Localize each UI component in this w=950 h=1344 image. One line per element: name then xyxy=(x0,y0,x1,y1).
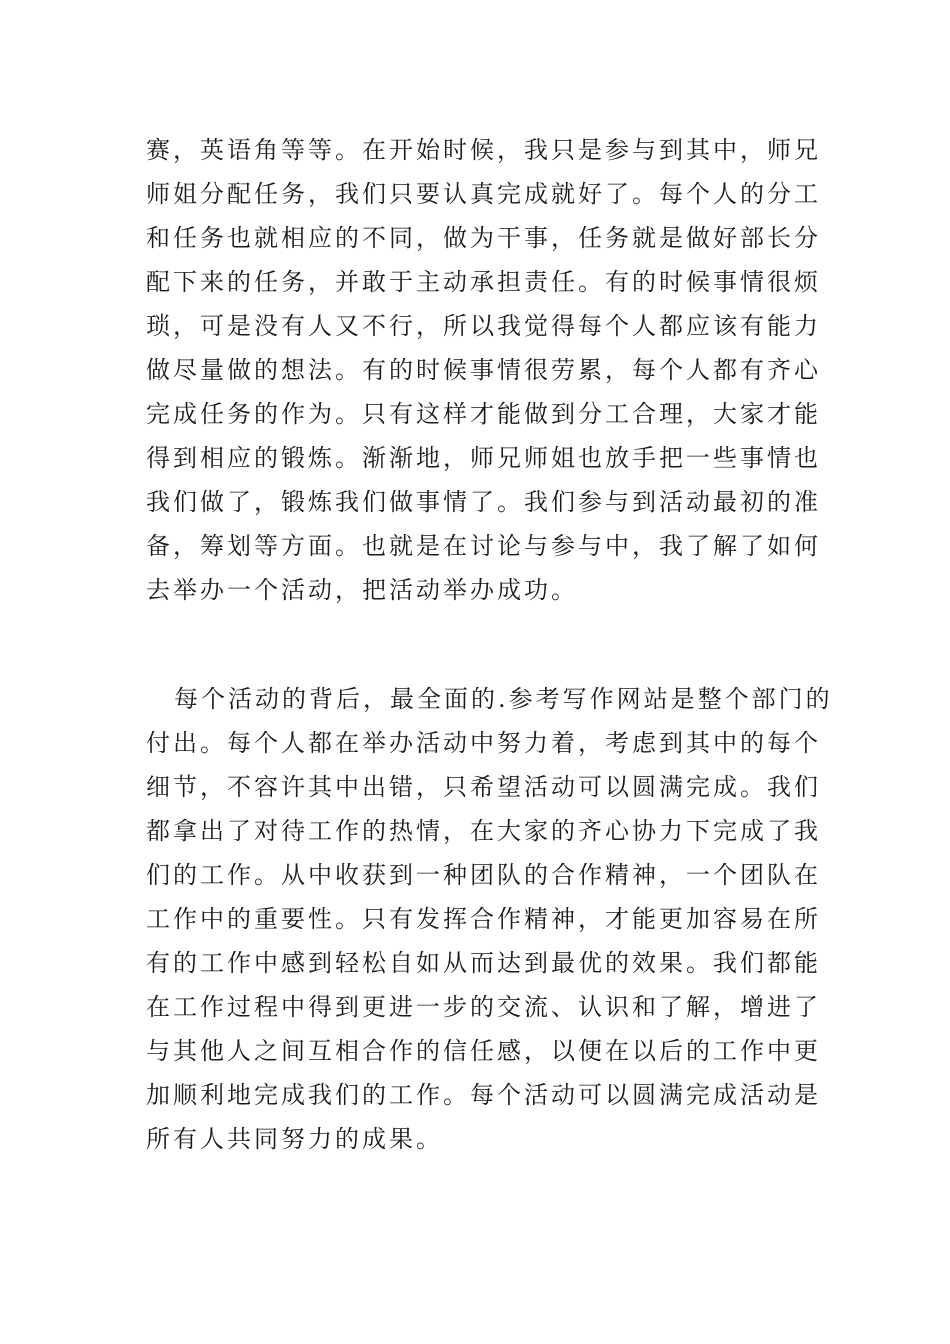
paragraph-1 xyxy=(146,128,821,612)
text-line: 都拿出了对待工作的热情，在大家的齐心协力下完成了我 xyxy=(146,817,821,845)
text-line: 做尽量做的想法。有的时候事情很劳累，每个人都有齐心 xyxy=(146,356,821,384)
text-line: 琐，可是没有人又不行，所以我觉得每个人都应该有能力 xyxy=(146,312,821,340)
text-line: 师姐分配任务，我们只要认真完成就好了。每个人的分工 xyxy=(146,180,821,208)
text-line: 与其他人之间互相合作的信任感，以便在以后的工作中更 xyxy=(146,1037,821,1065)
text-line: 配下来的任务，并敢于主动承担责任。有的时候事情很烦 xyxy=(146,268,821,296)
text-line: 每个活动的背后，最全面的.参考写作网站是整个部门的 xyxy=(174,685,833,713)
text-line: 细节，不容许其中出错，只希望活动可以圆满完成。我们 xyxy=(146,773,821,801)
text-line: 完成任务的作为。只有这样才能做到分工合理，大家才能 xyxy=(146,400,821,428)
text-line: 所有人共同努力的成果。 xyxy=(146,1125,443,1153)
paragraph-2 xyxy=(146,677,833,1161)
text-line: 备，筹划等方面。也就是在讨论与参与中，我了解了如何 xyxy=(146,532,821,560)
text-line: 得到相应的锻炼。渐渐地，师兄师姐也放手把一些事情也 xyxy=(146,444,821,472)
text-line: 去举办一个活动，把活动举办成功。 xyxy=(146,576,578,604)
text-line: 赛，英语角等等。在开始时候，我只是参与到其中，师兄 xyxy=(146,136,821,164)
text-line: 付出。每个人都在举办活动中努力着，考虑到其中的每个 xyxy=(146,729,821,757)
text-line: 加顺利地完成我们的工作。每个活动可以圆满完成活动是 xyxy=(146,1081,821,1109)
text-line: 在工作过程中得到更进一步的交流、认识和了解，增进了 xyxy=(146,993,821,1021)
text-line: 们的工作。从中收获到一种团队的合作精神，一个团队在 xyxy=(146,861,821,889)
text-line: 有的工作中感到轻松自如从而达到最优的效果。我们都能 xyxy=(146,949,821,977)
text-line: 工作中的重要性。只有发挥合作精神，才能更加容易在所 xyxy=(146,905,821,933)
text-line: 我们做了，锻炼我们做事情了。我们参与到活动最初的准 xyxy=(146,488,821,516)
text-line: 和任务也就相应的不同，做为干事，任务就是做好部长分 xyxy=(146,224,821,252)
